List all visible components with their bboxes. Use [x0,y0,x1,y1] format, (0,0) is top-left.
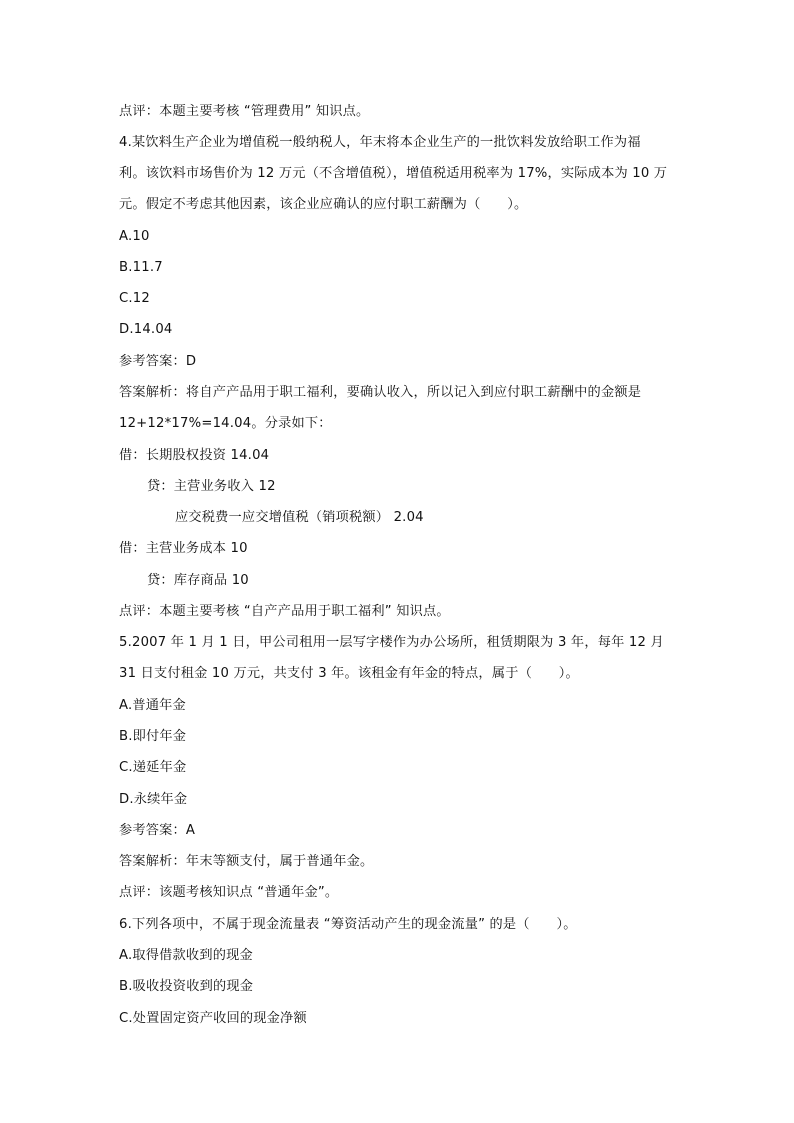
reference-answer: 参考答案：A [119,823,196,838]
option-a: A.普通年金 [119,698,186,713]
option-a: A.10 [119,229,150,244]
question-6-stem: 6.下列各项中，不属于现金流量表 “筹资活动产生的现金流量” 的是（ ）。 [119,917,577,932]
option-b: B.吸收投资收到的现金 [119,979,254,994]
comment-line: 点评：该题考核知识点 “普通年金”。 [119,885,339,900]
option-c: C.处置固定资产收回的现金净额 [119,1011,307,1026]
journal-entry-debit: 借：长期股权投资 14.04 [119,448,270,463]
answer-explanation: 答案解析：年末等额支付，属于普通年金。 [119,854,374,869]
reference-answer: 参考答案：D [119,354,197,369]
comment-line: 点评：本题主要考核 “管理费用” 知识点。 [119,104,370,119]
journal-entry-credit: 贷：库存商品 10 [147,573,249,588]
comment-line: 点评：本题主要考核 “自产产品用于职工福利” 知识点。 [119,604,450,619]
option-b: B.即付年金 [119,729,187,744]
journal-entry-debit: 借：主营业务成本 10 [119,541,248,556]
question-4-stem-line-1: 4.某饮料生产企业为增值税一般纳税人，年末将本企业生产的一批饮料发放给职工作为福 [119,135,641,150]
question-4-stem-line-3: 元。假定不考虑其他因素，该企业应确认的应付职工薪酬为（ ）。 [119,197,528,212]
option-d: D.14.04 [119,322,173,337]
journal-entry-credit-tax: 应交税费一应交增值税（销项税额） 2.04 [175,510,424,525]
option-c: C.12 [119,291,150,306]
answer-explanation-line-2: 12+12*17%=14.04。分录如下： [119,416,332,431]
answer-explanation-line-1: 答案解析：将自产产品用于职工福利，要确认收入，所以记入到应付职工薪酬中的金额是 [119,385,642,400]
option-c: C.递延年金 [119,760,187,775]
option-d: D.永续年金 [119,792,188,807]
question-4-stem-line-2: 利。该饮料市场售价为 12 万元（不含增值税），增值税适用税率为 17%，实际成本为 10 万 [119,166,668,181]
journal-entry-credit: 贷：主营业务收入 12 [147,479,276,494]
question-5-stem-line-1: 5.2007 年 1 月 1 日，甲公司租用一层写字楼作为办公场所，租赁期限为 3 年，每年 12 月 [119,635,664,650]
option-b: B.11.7 [119,260,163,275]
question-5-stem-line-2: 31 日支付租金 10 万元，共支付 3 年。该租金有年金的特点，属于（ ）。 [119,666,579,681]
option-a: A.取得借款收到的现金 [119,948,253,963]
